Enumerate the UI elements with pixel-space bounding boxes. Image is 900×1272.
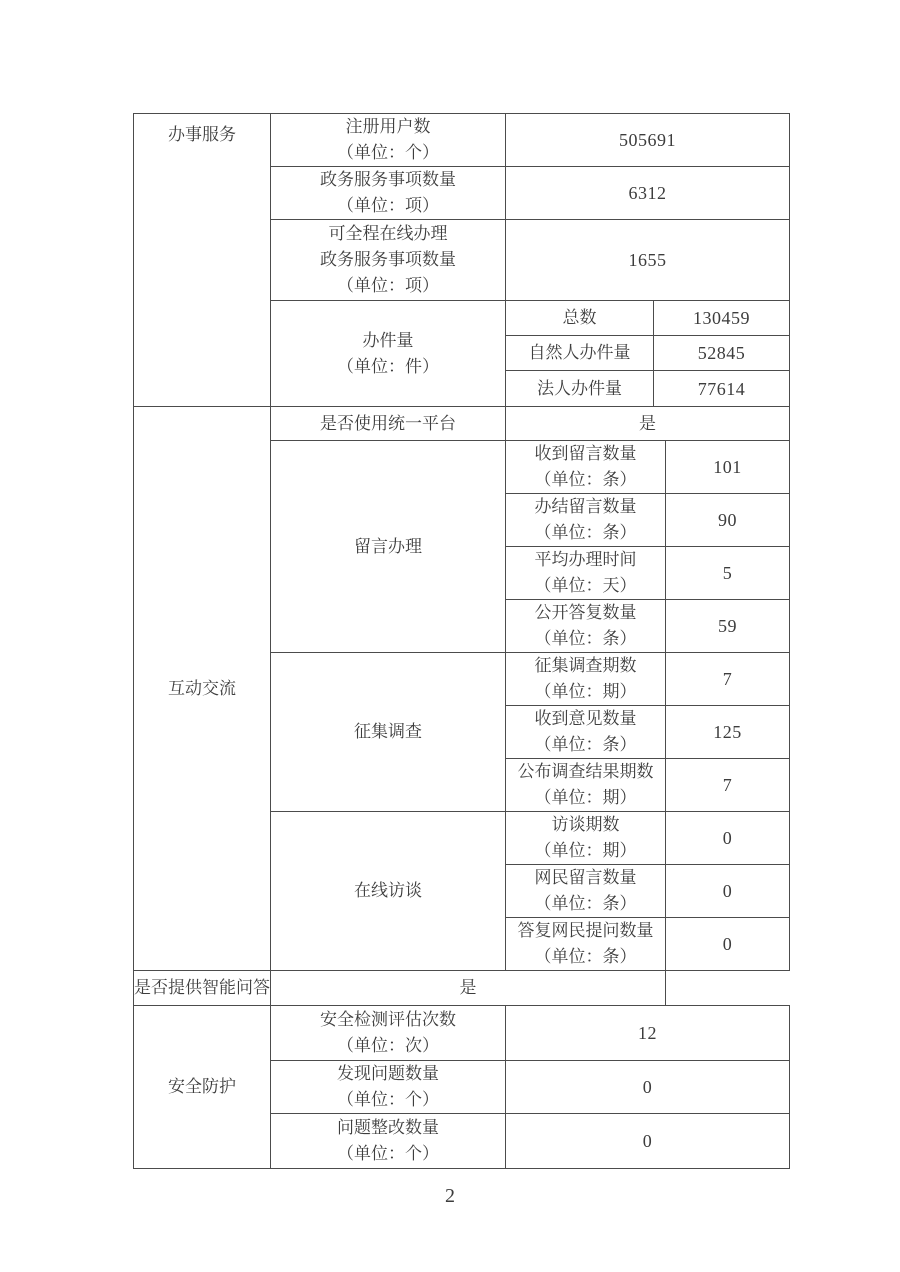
- unit-line: （单位：次）: [337, 1036, 439, 1055]
- sublabel-netizen-messages: [506, 865, 666, 918]
- label-security-assessments: [271, 1006, 506, 1061]
- label-line: 政务服务事项数量: [320, 250, 456, 269]
- annual-report-table: [133, 113, 790, 1169]
- value-opinions-received: 125: [666, 706, 790, 759]
- label-line: 发现问题数量: [337, 1064, 439, 1083]
- label-line: 答复网民提问数量: [517, 921, 654, 940]
- value-gov-service-items: 6312: [506, 167, 790, 220]
- unit-line: （单位：条）: [534, 523, 637, 542]
- label-gov-service-items: [271, 167, 506, 220]
- label-line: 收到意见数量: [534, 709, 637, 728]
- value-messages-completed: 90: [666, 494, 790, 547]
- sublabel-case-total: 总数: [506, 301, 654, 336]
- label-line: 办件量: [362, 330, 414, 350]
- label-line: 政务服务事项数量: [320, 170, 456, 189]
- table-row: [134, 971, 790, 1006]
- value-case-total: 130459: [654, 301, 790, 336]
- sublabel-messages-completed: [506, 494, 666, 547]
- sublabel-survey-periods: [506, 653, 666, 706]
- page-number: 2: [445, 1185, 455, 1207]
- sublabel-avg-handling-time: [506, 547, 666, 600]
- unit-line: （单位：期）: [534, 841, 637, 860]
- value-security-assessments: 12: [506, 1006, 790, 1061]
- label-line: 征集调查期数: [534, 656, 637, 675]
- label-line: 平均办理时间: [534, 550, 637, 569]
- unit-line: （单位：条）: [534, 735, 637, 754]
- label-case-volume: [271, 301, 506, 407]
- unit-line: （单位：天）: [534, 576, 637, 595]
- unit-line: （单位：项）: [337, 196, 439, 215]
- table-row: [134, 1006, 790, 1061]
- unit-line: （单位：件）: [337, 356, 439, 376]
- value-survey-periods: 7: [666, 653, 790, 706]
- sublabel-interview-periods: [506, 812, 666, 865]
- label-line: 安全检测评估次数: [320, 1010, 456, 1029]
- label-interview: 在线访谈: [271, 812, 506, 971]
- unit-line: （单位：个）: [337, 1144, 439, 1163]
- label-line: 办结留言数量: [534, 497, 637, 516]
- label-survey: 征集调查: [271, 653, 506, 812]
- value-unified-platform: 是: [506, 407, 790, 441]
- label-line: 访谈期数: [551, 815, 620, 834]
- unit-line: （单位：条）: [534, 470, 637, 489]
- label-line: 网民留言数量: [534, 868, 637, 887]
- value-netizen-messages: 0: [666, 865, 790, 918]
- section-label: 安全防护: [168, 1077, 236, 1096]
- sublabel-opinions-received: [506, 706, 666, 759]
- section-cell-office-services: [134, 114, 271, 407]
- unit-line: （单位：个）: [337, 143, 439, 162]
- unit-line: （单位：条）: [534, 629, 637, 648]
- table-row: [134, 114, 790, 167]
- section-cell-security: [134, 1006, 271, 1169]
- sublabel-case-natural-person: 自然人办件量: [506, 336, 654, 371]
- value-issues-found: 0: [506, 1061, 790, 1114]
- value-public-replies: 59: [666, 600, 790, 653]
- value-avg-handling-time: 5: [666, 547, 790, 600]
- label-registered-users: [271, 114, 506, 167]
- value-registered-users: 505691: [506, 114, 790, 167]
- label-line: 收到留言数量: [534, 444, 637, 463]
- unit-line: （单位：期）: [534, 788, 637, 807]
- unit-line: （单位：期）: [534, 682, 637, 701]
- sublabel-public-replies: [506, 600, 666, 653]
- label-full-online-items: [271, 220, 506, 301]
- value-survey-results-published: 7: [666, 759, 790, 812]
- value-full-online-items: 1655: [506, 220, 790, 301]
- label-message-handling: 留言办理: [271, 441, 506, 653]
- section-label: 互动交流: [168, 678, 236, 698]
- label-line: 公开答复数量: [534, 603, 637, 622]
- sublabel-replies-to-netizens: [506, 918, 666, 971]
- value-interview-periods: 0: [666, 812, 790, 865]
- label-line: 问题整改数量: [337, 1118, 439, 1137]
- unit-line: （单位：条）: [534, 894, 637, 913]
- label-smart-qa: 是否提供智能问答: [134, 971, 271, 1006]
- sublabel-survey-results-published: [506, 759, 666, 812]
- value-smart-qa: 是: [271, 971, 666, 1006]
- unit-line: （单位：项）: [337, 276, 439, 295]
- section-label: 办事服务: [168, 125, 236, 144]
- label-line: 公布调查结果期数: [517, 762, 654, 781]
- label-issues-rectified: [271, 1114, 506, 1169]
- section-cell-interaction: [134, 407, 271, 971]
- label-issues-found: [271, 1061, 506, 1114]
- sublabel-case-legal-person: 法人办件量: [506, 371, 654, 407]
- label-line: 可全程在线办理: [328, 224, 448, 243]
- unit-line: （单位：个）: [337, 1090, 439, 1109]
- sublabel-messages-received: [506, 441, 666, 494]
- label-line: 注册用户数: [345, 117, 431, 136]
- label-unified-platform: 是否使用统一平台: [271, 407, 506, 441]
- value-replies-to-netizens: 0: [666, 918, 790, 971]
- unit-line: （单位：条）: [534, 947, 637, 966]
- value-case-natural-person: 52845: [654, 336, 790, 371]
- value-messages-received: 101: [666, 441, 790, 494]
- value-case-legal-person: 77614: [654, 371, 790, 407]
- table-row: [134, 407, 790, 441]
- value-issues-rectified: 0: [506, 1114, 790, 1169]
